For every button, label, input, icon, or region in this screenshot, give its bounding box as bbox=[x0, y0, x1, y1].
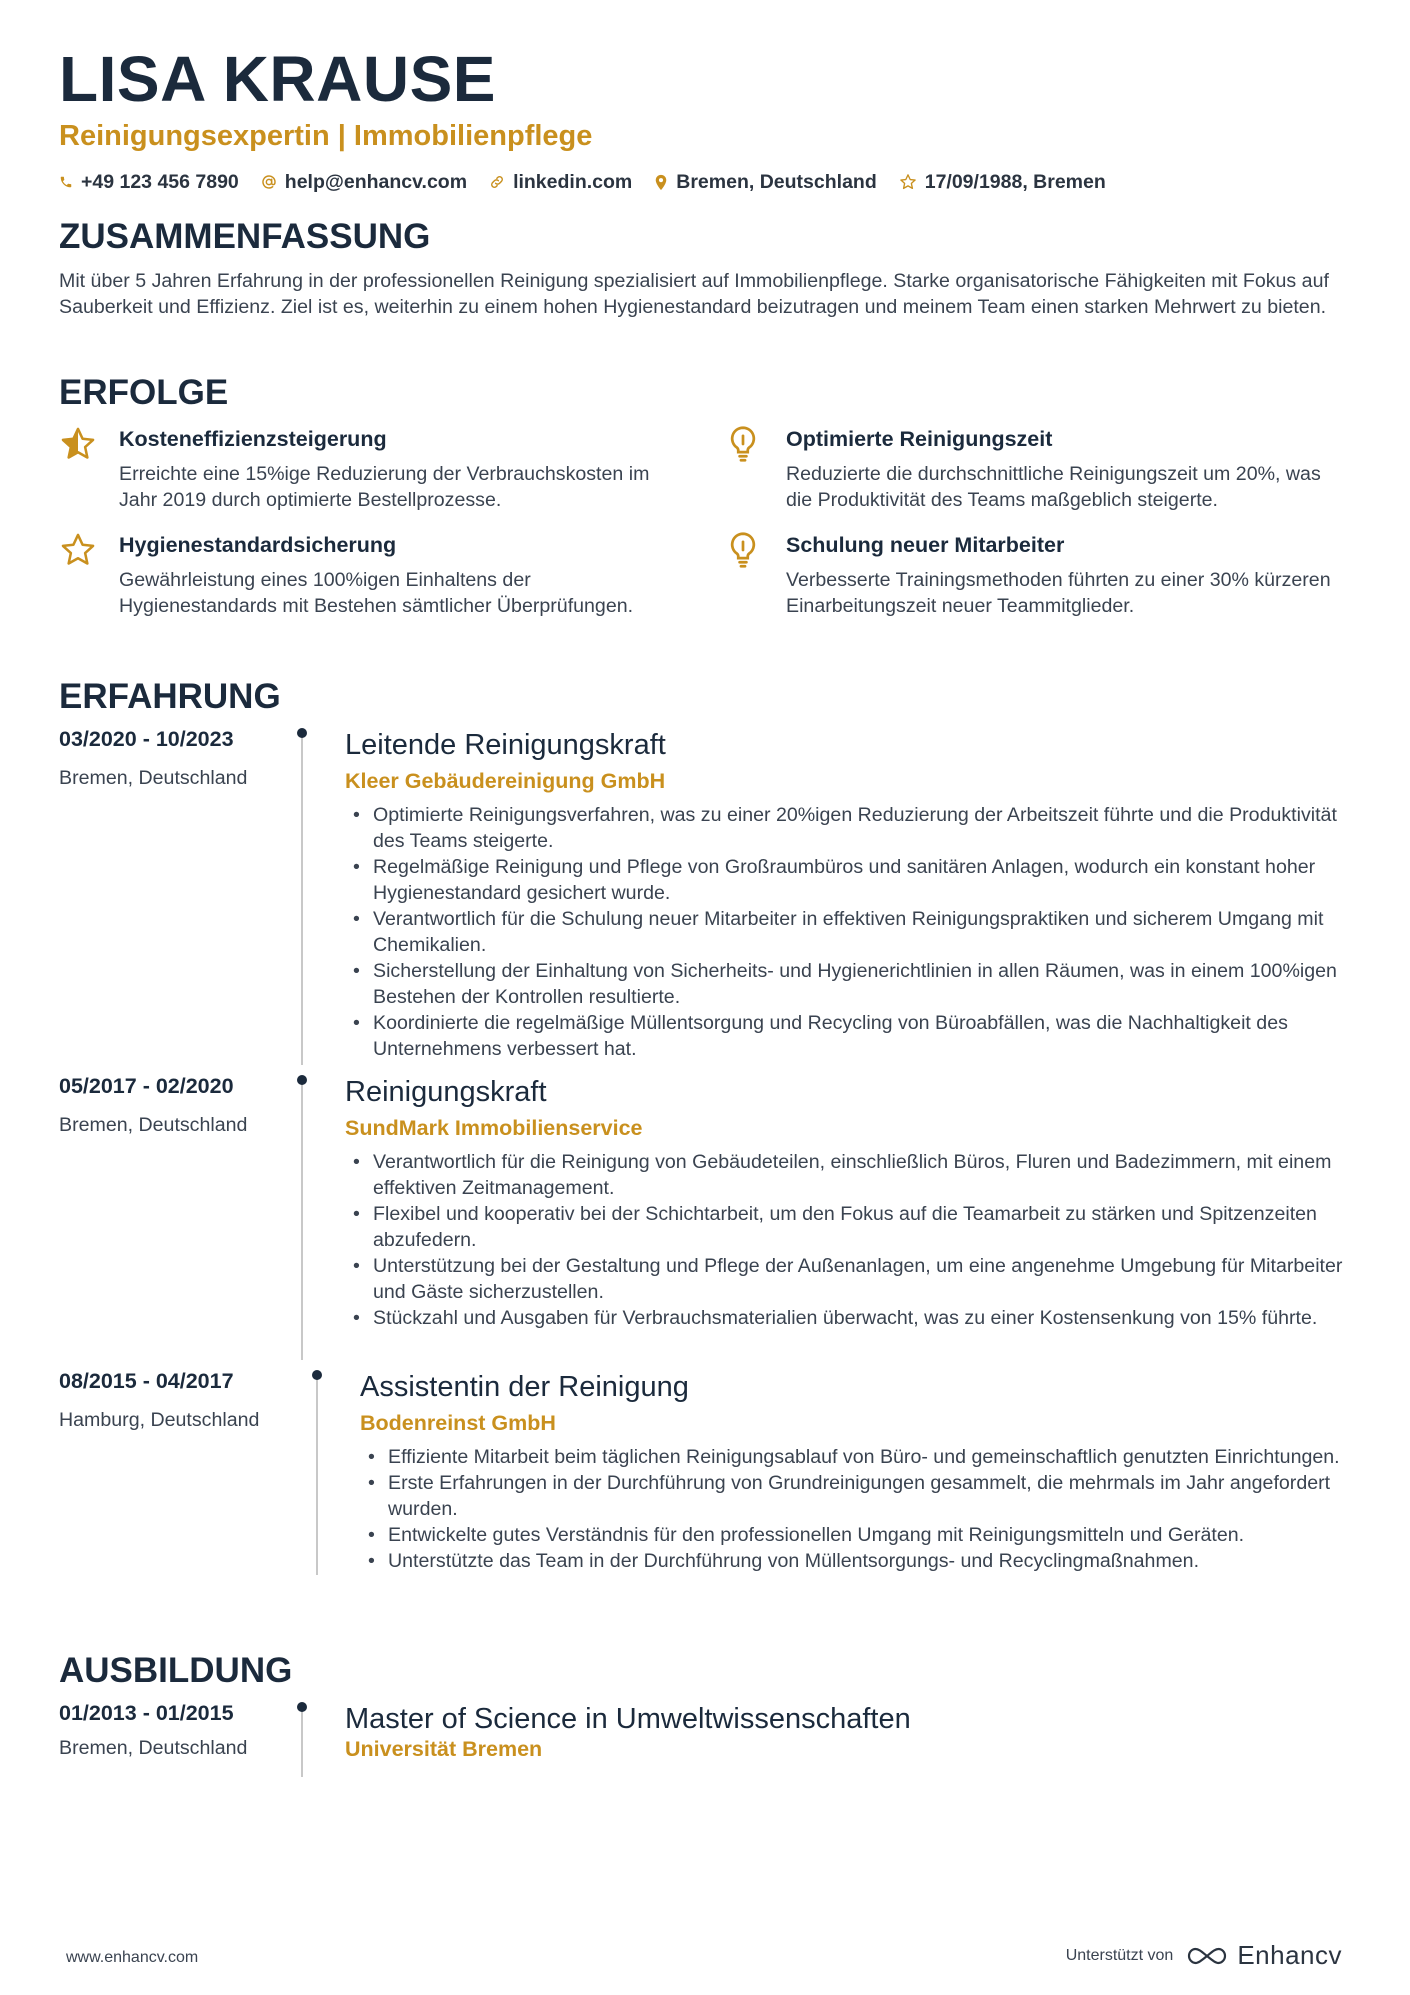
job-bullets bbox=[345, 802, 1345, 1062]
contact-location-text: Bremen, Deutschland bbox=[676, 171, 877, 193]
job-bullets bbox=[345, 1149, 1345, 1331]
star-outline-icon bbox=[899, 173, 917, 191]
enhancv-logo-icon bbox=[1185, 1945, 1229, 1967]
candidate-name: LISA KRAUSE bbox=[59, 43, 496, 115]
timeline-dot bbox=[312, 1370, 322, 1380]
job-dates: 03/2020 - 10/2023 bbox=[59, 727, 234, 751]
achievement-desc: Reduzierte die durchschnittliche Reinigungszeit um 20%, was die Produktivität des Teams maßgeblich steigerte. bbox=[786, 463, 1321, 511]
education-heading: AUSBILDUNG bbox=[59, 1651, 293, 1690]
phone-icon bbox=[59, 175, 73, 189]
job-bullet: • Verantwortlich für die Reinigung von Gebäudeteilen, einschließlich Büros, Fluren und Badezimmern, mit einem effektiven Zeitmanagement. bbox=[345, 1149, 1345, 1201]
contact-linkedin[interactable] bbox=[489, 168, 632, 196]
timeline-line bbox=[301, 1080, 303, 1360]
timeline-dot bbox=[297, 1702, 307, 1712]
job-company: Bodenreinst GmbH bbox=[360, 1411, 556, 1435]
footer-brand: Enhancv bbox=[1237, 1940, 1342, 1970]
timeline-line bbox=[316, 1375, 318, 1575]
contact-linkedin-text: linkedin.com bbox=[513, 171, 633, 193]
footer-powered-label: Unterstützt von bbox=[1065, 1946, 1174, 1964]
achievement-title: Optimierte Reinigungszeit bbox=[786, 427, 1053, 451]
lightbulb-icon bbox=[726, 531, 760, 569]
job-bullet: • Optimierte Reinigungsverfahren, was zu einer 20%igen Reduzierung der Arbeitszeit führte und die Produktivität des Teams steigerte. bbox=[345, 802, 1345, 854]
contact-email[interactable] bbox=[261, 168, 467, 196]
job-company: SundMark Immobilienservice bbox=[345, 1116, 643, 1140]
contact-birth-text: 17/09/1988, Bremen bbox=[924, 171, 1106, 193]
job-location: Bremen, Deutschland bbox=[59, 1114, 248, 1136]
achievement-desc: Erreichte eine 15%ige Reduzierung der Verbrauchskosten im Jahr 2019 durch optimierte Bestellprozesse. bbox=[119, 463, 650, 511]
job-bullet: • Stückzahl und Ausgaben für Verbrauchsmaterialien überwacht, was zu einer Kostensenkung von 15% führte. bbox=[345, 1305, 1345, 1331]
education-dates: 01/2013 - 01/2015 bbox=[59, 1701, 234, 1725]
education-location: Bremen, Deutschland bbox=[59, 1737, 248, 1759]
job-company: Kleer Gebäudereinigung GmbH bbox=[345, 769, 666, 793]
job-role: Reinigungskraft bbox=[345, 1076, 547, 1108]
achievement-desc: Verbesserte Trainingsmethoden führten zu einer 30% kürzeren Einarbeitungszeit neuer Teammitglieder. bbox=[786, 569, 1331, 617]
candidate-headline: Reinigungsexpertin | Immobilienpflege bbox=[59, 120, 593, 152]
contact-email-text: help@enhancv.com bbox=[284, 171, 468, 193]
job-bullet: • Unterstützte das Team in der Durchführung von Müllentsorgungs- und Recyclingmaßnahmen. bbox=[360, 1548, 1345, 1574]
job-bullet: • Effiziente Mitarbeit beim täglichen Reinigungsablauf von Büro- und gemeinschaftlich genutzten Einrichtungen. bbox=[360, 1444, 1345, 1470]
job-location: Bremen, Deutschland bbox=[59, 767, 248, 789]
location-pin-icon bbox=[654, 174, 668, 191]
footer-url[interactable]: www.enhancv.com bbox=[66, 1949, 199, 1966]
job-bullet: • Unterstützung bei der Gestaltung und Pflege der Außenanlagen, um eine angenehme Umgebung für Mitarbeiter und Gäste sicherzustellen. bbox=[345, 1253, 1345, 1305]
education-school: Universität Bremen bbox=[345, 1737, 543, 1761]
at-icon bbox=[261, 174, 277, 190]
job-bullet: • Verantwortlich für die Schulung neuer Mitarbeiter in effektiven Reinigungspraktiken und sicherem Umgang mit Chemikalien. bbox=[345, 906, 1345, 958]
lightbulb-icon bbox=[726, 425, 760, 463]
job-bullet: • Regelmäßige Reinigung und Pflege von Großraumbüros und sanitären Anlagen, wodurch ein konstant hoher Hygienestandard gesichert wurde. bbox=[345, 854, 1345, 906]
contact-bar bbox=[59, 168, 1128, 196]
job-bullet: • Flexibel und kooperativ bei der Schichtarbeit, um den Fokus auf die Teamarbeit zu stärken und Spitzenzeiten abzufedern. bbox=[345, 1201, 1345, 1253]
job-dates: 08/2015 - 04/2017 bbox=[59, 1369, 234, 1393]
job-bullets bbox=[360, 1444, 1345, 1574]
star-outline-icon bbox=[59, 531, 97, 569]
job-role: Leitende Reinigungskraft bbox=[345, 729, 666, 761]
job-location: Hamburg, Deutschland bbox=[59, 1409, 260, 1431]
contact-birth bbox=[899, 168, 1106, 196]
job-bullet: • Koordinierte die regelmäßige Müllentsorgung und Recycling von Büroabfällen, was die Nachhaltigkeit des Unternehmens verbessert hat. bbox=[345, 1010, 1345, 1062]
timeline-dot bbox=[297, 728, 307, 738]
achievement-desc: Gewährleistung eines 100%igen Einhaltens der Hygienestandards mit Bestehen sämtlicher Überprüfungen. bbox=[119, 569, 634, 617]
summary-heading: ZUSAMMENFASSUNG bbox=[59, 217, 431, 256]
job-bullet: • Entwickelte gutes Verständnis für den professionellen Umgang mit Reinigungsmitteln und Geräten. bbox=[360, 1522, 1345, 1548]
achievement-title: Kosteneffizienzsteigerung bbox=[119, 427, 387, 451]
achievement-title: Schulung neuer Mitarbeiter bbox=[786, 533, 1065, 557]
job-dates: 05/2017 - 02/2020 bbox=[59, 1074, 234, 1098]
contact-phone-text: +49 123 456 7890 bbox=[81, 171, 239, 193]
job-bullet: • Sicherstellung der Einhaltung von Sicherheits- und Hygienerichtlinien in allen Räumen, was in einem 100%igen Bestehen der Kontrollen resultierte. bbox=[345, 958, 1345, 1010]
job-role: Assistentin der Reinigung bbox=[360, 1371, 689, 1403]
timeline-dot bbox=[297, 1075, 307, 1085]
contact-phone[interactable] bbox=[59, 168, 239, 196]
achievements-heading: ERFOLGE bbox=[59, 373, 229, 412]
timeline-line bbox=[301, 733, 303, 1065]
summary-text: Mit über 5 Jahren Erfahrung in der professionellen Reinigung spezialisiert auf Immobilienpflege. Starke organisatorische Fähigkeiten mit Fokus auf Sauberkeit und Effizienz. Ziel ist es, weiterhin zu einem hohen Hygienestandard beizutragen und meinem Team einen starken Mehrwert zu bieten. bbox=[59, 270, 1329, 318]
experience-heading: ERFAHRUNG bbox=[59, 677, 281, 716]
education-degree: Master of Science in Umweltwissenschaften bbox=[345, 1703, 911, 1735]
job-bullet: • Erste Erfahrungen in der Durchführung von Grundreinigungen gesammelt, die mehrmals im Jahr angefordert wurden. bbox=[360, 1470, 1345, 1522]
timeline-line bbox=[301, 1707, 303, 1777]
link-icon bbox=[489, 174, 505, 190]
star-half-icon bbox=[59, 425, 97, 463]
footer-powered-by bbox=[1066, 1940, 1342, 1971]
achievement-title: Hygienestandardsicherung bbox=[119, 533, 397, 557]
contact-location bbox=[654, 168, 876, 196]
